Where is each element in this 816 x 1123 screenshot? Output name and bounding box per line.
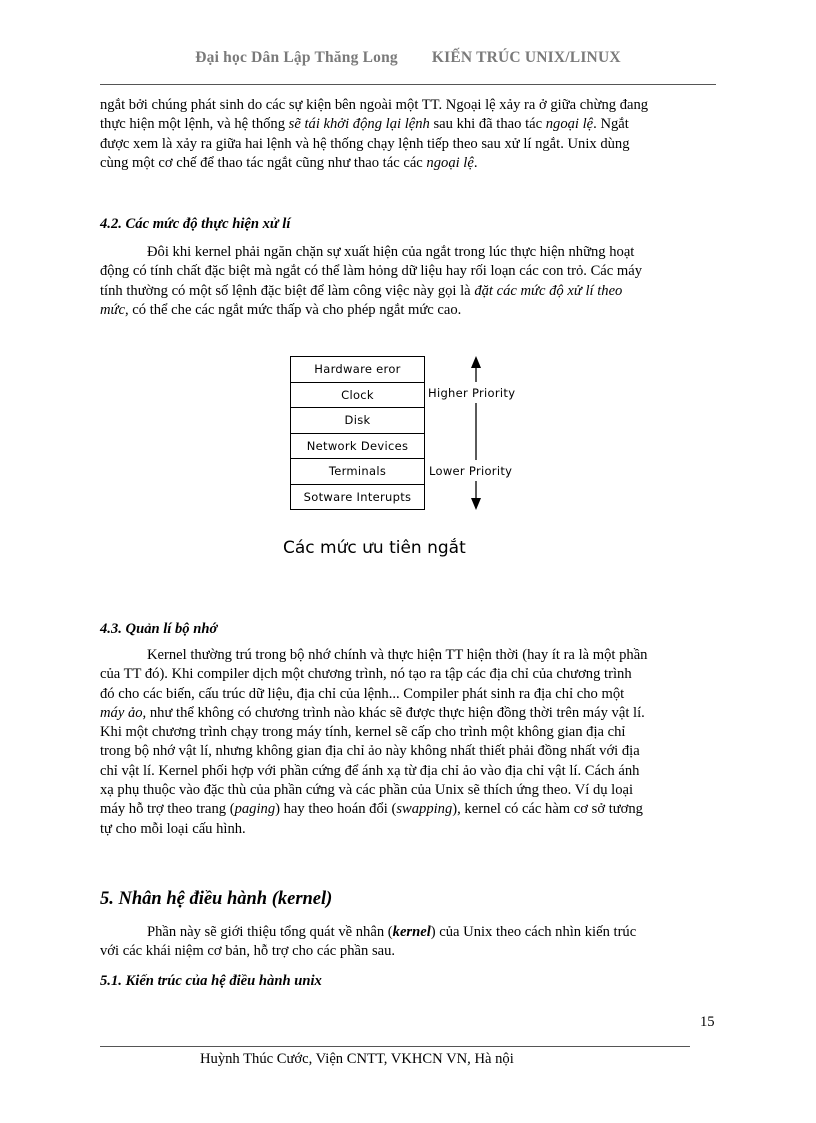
text-line: xạ phụ thuộc vào đặc thù của phần cứng và các phần của Unix sẽ thích ứng theo. Ví dụ loại [100,782,634,799]
emphasis: paging [234,801,276,818]
section-4-3-heading [100,620,716,639]
text-line: mức, có thể che các ngắt mức thấp và cho phép ngắt mức cao. [100,301,462,318]
text-line: Khi một chương trình chạy trong máy tính, kernel sẽ cấp cho trình một không gian địa chỉ [100,724,626,741]
diagram-caption: Các mức ưu tiên ngắt [283,538,466,558]
emphasis: ngoại lệ [426,154,474,171]
priority-level: Terminals [291,459,424,485]
priority-level: Sotware Interupts [303,489,412,504]
section-5-body [100,923,716,962]
emphasis: sẽ tái khởi động lại lệnh [288,116,430,133]
text-line: máy ảo, như thể không có chương trình nào khác sẽ được thực hiện đồng thời trên máy vật lí. [100,704,645,721]
intro-paragraph [100,96,716,173]
text-line: cùng một cơ chế để thao tác ngắt cũng như thao tác các ngoại lệ. [100,154,478,171]
text-line: máy hỗ trợ theo trang (paging) hay theo hoán đổi (swapping), kernel có các hàm cơ sở tương [100,801,643,818]
section-heading: 4.2. Các mức độ thực hiện xử lí [100,216,291,232]
header-title: KIẾN TRÚC UNIX/LINUX [431,49,621,66]
text-line: trong bộ nhớ vật lí, nhưng không gian địa chỉ ảo này không nhất thiết phải đồng nhất với địa [100,743,640,760]
footer-rule [100,1046,690,1047]
higher-priority-label: Higher Priority [428,386,516,400]
text-line: với các khái niệm cơ bản, hỗ trợ cho các phần sau. [100,943,396,960]
page-header [0,49,816,67]
section-heading: 5.1. Kiến trúc của hệ điều hành unix [100,973,322,989]
priority-level: Hardware eror [291,357,424,383]
text-line: động có tính chất đặc biệt mà ngắt có thể làm hỏng dữ liệu hay rối loạn các con trỏ. Các máy [100,263,643,280]
text-line: thực hiện một lệnh, và hệ thống sẽ tái khởi động lại lệnh sau khi đã thao tác ngoại lệ. Ngắt [100,116,629,133]
emphasis: mức [100,301,125,318]
section-heading: 4.3. Quản lí bộ nhớ [100,621,218,637]
text-line: Kernel thường trú trong bộ nhớ chính và thực hiện TT hiện thời (hay ít ra là một phần [147,647,648,663]
section-5-heading [100,890,716,909]
emphasis: máy ảo, [100,704,147,721]
emphasis: ngoại lệ [545,116,594,133]
text-line: tự cho mỗi loại cấu hình. [100,820,246,837]
emphasis-bold: kernel [392,924,431,940]
text-line: ngắt bởi chúng phát sinh do các sự kiện bên ngoài một TT. Ngoại lệ xảy ra ở giữa chừng đang [100,97,649,113]
text-line: Đôi khi kernel phải ngăn chặn sự xuất hiện của ngắt trong lúc thực hiện những hoạt [147,244,635,260]
emphasis: swapping [396,801,453,818]
chapter-heading: 5. Nhân hệ điều hành (kernel) [100,889,333,909]
priority-level: Clock [291,383,424,409]
text-line: Phần này sẽ giới thiệu tổng quát về nhân (kernel) của Unix theo cách nhìn kiến trúc [147,924,637,940]
text-line: đó cho các biến, cấu trúc dữ liệu, địa chỉ của lệnh... Compiler phát sinh ra địa chỉ cho một [100,685,625,702]
page-number: 15 [700,1014,715,1030]
interrupt-priority-diagram [290,356,540,516]
text-line: của TT đó). Khi compiler dịch một chương trình, nó tạo ra tập các địa chỉ của chương trình [100,666,632,683]
section-5-1-heading [100,972,716,991]
priority-arrow-icon [466,356,486,516]
text-line: chỉ vật lí. Kernel phối hợp với phần cứng để ánh xạ từ địa chỉ ảo vào địa chỉ vật lí. Cách ánh [100,762,640,779]
section-4-2-body [100,243,716,320]
text-line: tính thường có một số lệnh đặc biệt để làm công việc này gọi là đặt các mức độ xử lí theo [100,282,623,299]
header-university: Đại học Dân Lập Thăng Long [195,49,398,66]
emphasis: đặt các mức độ xử lí theo [474,282,623,299]
page-footer: Huỳnh Thúc Cước, Viện CNTT, VKHCN VN, Hà nội [200,1051,514,1067]
header-rule [100,84,716,85]
priority-table [290,356,425,510]
section-4-2-heading [100,215,716,234]
priority-level: Network Devices [291,434,424,460]
section-4-3-body [100,646,716,839]
text-line: được xem là xảy ra giữa hai lệnh và hệ thống chạy lệnh tiếp theo sau xử lí ngắt. Unix dùng [100,135,630,152]
lower-priority-label: Lower Priority [429,464,513,478]
priority-level: Disk [291,408,424,434]
